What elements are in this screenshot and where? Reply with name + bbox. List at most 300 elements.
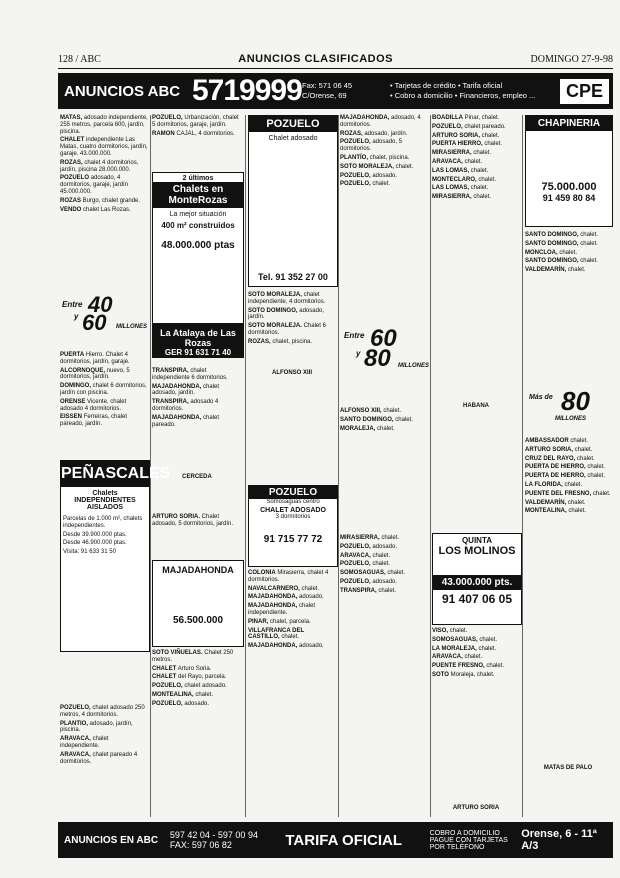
classified-listing	[525, 232, 611, 239]
classified-listing	[525, 258, 611, 265]
listing-title: MAJADAHONDA,	[248, 643, 298, 650]
listing-title: MATAS,	[60, 115, 83, 121]
classified-listing	[432, 672, 520, 679]
ad-title: Chalets en MonteRozas	[153, 182, 243, 208]
footer-phone[interactable]: 597 42 04 - 597 00 94	[169, 830, 258, 840]
badge-n1: 80	[561, 386, 590, 416]
listing-text: chalet.	[478, 645, 497, 652]
arturo-heading	[432, 805, 520, 815]
listing-title: CHALET	[152, 674, 177, 681]
listing-text: chalet.	[574, 446, 593, 453]
classified-listing	[432, 177, 520, 184]
ad-desc: CHALET ADOSADO	[260, 507, 326, 514]
banner-contact	[302, 81, 390, 101]
listing-title: ARAVACA,	[60, 736, 91, 743]
classified-listing	[152, 692, 242, 699]
listing-text: chalet.	[580, 240, 598, 247]
ad-title: CERCEDA	[182, 474, 212, 480]
ad-subtitle: Chalets INDEPENDIENTES AISLADOS	[74, 490, 136, 511]
classified-listing	[60, 115, 148, 135]
ad-price: 56.500.000	[172, 615, 224, 626]
ad-phone: 91 459 80 84	[542, 193, 596, 203]
listing-text: Ferreiras, chalet pareado, jardín.	[60, 414, 128, 428]
listing-text: Chalet 250 metros.	[152, 650, 234, 663]
ad-title: POZUELO	[249, 116, 337, 132]
listing-text: chalet adosado 250 metros, 4 dormitorios.	[60, 705, 145, 718]
classified-listing	[525, 456, 611, 463]
classified-listing	[432, 654, 520, 661]
classified-listing	[340, 544, 428, 551]
listing-title: SOTO	[432, 671, 449, 678]
listing-text: chalet Las Rozas.	[83, 206, 131, 213]
listing-title: ROZAS,	[248, 338, 271, 345]
listing-title: ARTURO SORIA,	[525, 446, 573, 453]
badge-unit: MILLONES	[555, 416, 586, 422]
chapineria-ad[interactable]	[525, 115, 613, 227]
listing-text: Desde 46.900.000 ptas.	[63, 540, 127, 547]
listing-title: PLANTÍO,	[340, 154, 368, 161]
top-banner	[58, 73, 613, 109]
listing-text: Arturo Soria.	[177, 665, 212, 672]
banner-phone[interactable]: 5719999	[192, 74, 302, 107]
listing-text: chalet.	[486, 663, 505, 670]
classified-listing	[60, 207, 148, 214]
classified-listing	[340, 181, 428, 188]
listing-title: MIRASIERRA,	[340, 535, 380, 541]
ad-title: ALFONSO XIII	[271, 370, 312, 376]
listing-title: SOMOSAGUAS,	[432, 636, 478, 643]
listing-text: adosado.	[372, 172, 398, 179]
listing-title: PUERTA DE HIERRO,	[525, 473, 586, 480]
classified-listing	[340, 173, 428, 180]
listing-title: MIRASIERRA,	[432, 150, 472, 157]
footer-cobro: COBRO A DOMICILIO PAGUE CON TARJETAS POR TELÉFONO	[429, 829, 508, 851]
listing-title: MONTEALINA,	[152, 691, 194, 698]
classified-listing	[432, 168, 520, 175]
classified-listing	[60, 368, 148, 382]
classified-listing	[525, 241, 611, 248]
listing-title: NAVALCARNERO,	[248, 585, 300, 592]
penascales-ad[interactable]	[60, 460, 171, 652]
listing-text: Visita: 91 633 31 50	[63, 549, 116, 556]
listing-text: Chalet 6 dormitorios.	[248, 323, 326, 336]
badge-y: y	[74, 312, 79, 321]
classified-listing	[525, 491, 611, 498]
classified-listing	[340, 553, 428, 560]
listing-text: chalet.	[449, 628, 468, 634]
listing-title: POZUELO,	[340, 578, 371, 585]
listing-text: chalet.	[372, 181, 391, 188]
classified-listing	[432, 628, 520, 635]
classified-listing	[60, 414, 148, 428]
classified-column	[248, 570, 336, 815]
listing-title: MAJADAHONDA,	[248, 594, 298, 601]
listing-text: chalet.	[570, 438, 589, 444]
listing-text: chalet.	[479, 636, 498, 643]
listing-text: chalet.	[372, 561, 391, 568]
listing-text: adosado, jardín.	[364, 130, 408, 137]
listing-title: PUENTE DEL FRESNO,	[525, 490, 592, 497]
classified-listing	[340, 588, 428, 595]
classified-listing	[152, 650, 242, 664]
listing-text: adosado.	[184, 700, 210, 707]
classified-column	[60, 705, 148, 815]
listing-text: Parcelas de 1.000 m², chalets independientes.	[63, 516, 143, 529]
listing-text: chalet.	[381, 535, 400, 541]
ad-size: 400 m² construidos	[161, 221, 235, 230]
listing-title: VISO,	[432, 628, 449, 634]
badge-entre: Entre	[344, 331, 365, 340]
classified-listing	[432, 663, 520, 670]
classified-listing	[525, 482, 611, 489]
listing-text: chalet.	[567, 267, 586, 274]
classified-listing	[60, 705, 148, 719]
classified-listing	[525, 464, 611, 471]
ad-title: La Atalaya de Las Rozas	[160, 328, 236, 348]
listing-text: chalet.	[195, 691, 214, 698]
classified-column	[340, 115, 428, 315]
listing-text: chalet.	[564, 481, 583, 488]
classified-listing	[152, 683, 242, 690]
listing-text: Mirasierra, chalet 4 dormitorios.	[248, 570, 329, 583]
listing-title: VENDO	[60, 206, 82, 213]
listing-text: adosado.	[372, 578, 398, 585]
majadahonda-ad[interactable]	[152, 560, 244, 647]
listing-title: AMBASSADOR	[525, 438, 569, 444]
listing-text: Chalet adosado, 5 dormitorios, jardín.	[152, 514, 234, 527]
classified-listing	[340, 561, 428, 568]
classified-listing	[152, 674, 242, 681]
classified-listing	[60, 160, 148, 174]
listing-text: Moraleja, chalet.	[450, 671, 495, 678]
listing-text: Hierro. Chalet 4 dormitorios, jardín, garaje.	[60, 352, 130, 365]
classified-listing	[152, 115, 242, 129]
listing-text: adosado independiente, 255 metros, parcela 600, jardín, piscina.	[60, 115, 148, 135]
classified-listing	[63, 549, 147, 556]
banner-services	[390, 81, 540, 101]
ad-body	[61, 514, 149, 560]
listing-title: TRANSPIRA,	[152, 399, 189, 406]
classified-listing	[340, 131, 428, 138]
listing-text: CAJAL, 4 dormitorios.	[176, 130, 235, 137]
badge-n1: 60	[370, 325, 397, 352]
listing-text: chalet.	[464, 158, 483, 165]
ad-title: MAJADAHONDA	[162, 565, 234, 575]
badge-unit: MILLONES	[398, 363, 429, 369]
classified-listing	[248, 308, 336, 322]
classified-listing	[340, 570, 428, 577]
classified-column	[525, 232, 611, 382]
listing-text: chalet pareado.	[464, 123, 506, 130]
listing-title: POZUELO,	[152, 683, 183, 690]
classified-column	[432, 628, 520, 803]
listing-title: POZUELO,	[152, 115, 183, 121]
classified-listing	[432, 115, 520, 122]
listing-title: LA MORALEJA,	[432, 645, 477, 652]
classified-listing	[432, 646, 520, 653]
listing-title: VALDEMARÍN,	[525, 499, 567, 506]
classified-listing	[340, 417, 428, 424]
section-title: ANUNCIOS CLASIFICADOS	[238, 53, 394, 65]
classified-listing	[340, 115, 428, 129]
ad-desc: Chalet adosado	[268, 135, 318, 142]
listing-title: SANTO DOMINGO,	[340, 416, 394, 423]
ad-title: LOS MOLINOS	[438, 545, 516, 557]
classified-column	[340, 408, 428, 528]
ad-phone: 91 715 77 72	[263, 534, 323, 545]
alfonso-heading	[248, 370, 336, 382]
classified-listing	[152, 399, 242, 413]
listing-title: TRANSPIRA,	[152, 368, 189, 374]
listing-title: ARTURO SORIA.	[152, 514, 200, 520]
listing-text: chalet.	[592, 490, 611, 497]
footer-brand: ANUNCIOS EN ABC	[64, 834, 159, 846]
ad-desc: La mejor situación	[169, 211, 227, 218]
listing-text: adosado, jardín, piscina.	[60, 720, 133, 734]
listing-title: CRUZ DEL RAYO,	[525, 455, 576, 462]
column-divider	[338, 115, 339, 817]
listing-text: chalet.	[577, 455, 595, 462]
classified-listing	[248, 339, 336, 346]
listing-title: ORENSE	[60, 398, 86, 405]
classified-listing	[432, 194, 520, 201]
page-number: 128 / ABC	[58, 53, 101, 65]
listing-title: ARAVACA,	[432, 654, 463, 661]
atalaya-ad[interactable]	[152, 324, 244, 358]
classified-listing	[340, 164, 428, 171]
listing-text: chalet.	[473, 150, 492, 157]
listing-title: SANTO DOMINGO,	[525, 258, 579, 265]
listing-text: chalet.	[568, 508, 587, 515]
ad-title: CHAPINERIA	[526, 116, 612, 131]
ad-title: HABANA	[463, 403, 489, 409]
classified-column	[152, 650, 242, 815]
listing-title: MORALEJA,	[340, 425, 376, 432]
listing-title: PUERTA DE HIERRO,	[525, 464, 586, 471]
classified-listing	[60, 752, 148, 766]
classified-column	[152, 368, 242, 468]
listing-title: EISSEN	[60, 414, 83, 421]
pozuelo-ad-1[interactable]	[248, 115, 338, 287]
listing-title: SOTO VIÑUELAS.	[152, 650, 203, 656]
listing-title: MONTEALINA,	[525, 508, 567, 515]
listing-title: COLONIA	[248, 570, 276, 576]
listing-text: Burgo, chalet grande.	[82, 197, 141, 204]
listing-title: POZUELO,	[60, 705, 91, 711]
listing-text: chalet.	[395, 163, 414, 170]
listing-title: MIRASIERRA,	[432, 194, 472, 201]
listing-text: chalet.	[580, 258, 598, 265]
banner-brand: ANUNCIOS ABC	[64, 82, 181, 100]
classified-listing	[525, 438, 611, 445]
listing-title: ALFONSO XIII,	[340, 408, 382, 414]
ad-sub: QUINTA	[461, 536, 493, 545]
listing-title: LAS LOMAS,	[432, 185, 469, 192]
listing-title: MAJADAHONDA,	[340, 115, 390, 121]
los-molinos-ad[interactable]	[432, 533, 522, 625]
listing-title: POZUELO,	[340, 181, 371, 188]
classified-listing	[525, 508, 611, 515]
badge-entre: Entre	[62, 300, 83, 309]
ad-sub: Somosaguas centro	[266, 499, 320, 505]
classified-listing	[340, 579, 428, 586]
matas-heading	[525, 765, 611, 775]
listing-title: PUENTE FRESNO,	[432, 663, 485, 670]
classified-listing	[60, 352, 148, 366]
listing-text: Desde 39.900.000 ptas.	[63, 531, 127, 538]
listing-text: chalet.	[281, 634, 300, 641]
listing-title: POZUELO,	[432, 123, 463, 130]
classified-listing	[340, 535, 428, 542]
listing-text: chalet.	[580, 232, 598, 238]
listing-title: CHALET	[152, 665, 177, 672]
listing-title: POZUELO	[60, 175, 90, 182]
banner-fax: Fax: 571 06 45	[302, 81, 353, 90]
listing-text: chalet pareado.	[152, 414, 220, 428]
ad-price: 75.000.000	[541, 181, 597, 193]
ad-phone: Tel. 91 352 27 00	[258, 272, 328, 282]
classified-listing	[152, 701, 242, 708]
listing-text: adosado 4 dormitorios.	[152, 399, 219, 412]
classified-column	[525, 438, 611, 758]
ad-title: PEÑASCALES	[61, 461, 149, 487]
badge-unit: MILLONES	[116, 324, 147, 330]
listing-text: chalet pareado 4 dormitorios.	[60, 751, 138, 765]
listing-text: adosado.	[372, 543, 398, 550]
listing-title: MONCLOA,	[525, 249, 558, 256]
classified-listing	[340, 155, 428, 162]
listing-text: chalet.	[378, 587, 397, 594]
listing-title: ARAVACA,	[60, 751, 91, 758]
classified-listing	[432, 159, 520, 166]
classified-listing	[340, 139, 428, 153]
listing-title: SOTO MORALEJA,	[340, 163, 394, 170]
badge-entre: Más de	[529, 394, 553, 401]
classified-listing	[340, 408, 428, 415]
classified-listing	[152, 666, 242, 673]
classified-listing	[248, 603, 336, 617]
column-divider	[522, 115, 523, 817]
listing-text: nuevo, 5 dormitorios, jardín.	[60, 367, 130, 381]
footer-contact	[170, 830, 286, 850]
listing-text: chalet independiente, 4 dormitorios.	[248, 292, 326, 305]
page-date: DOMINGO 27-9-98	[530, 53, 613, 65]
listing-title: TRANSPIRA,	[340, 587, 377, 594]
classified-listing	[432, 637, 520, 644]
classified-listing	[248, 570, 336, 584]
classified-column	[248, 292, 336, 367]
classified-listing	[152, 131, 242, 138]
listing-text: chalet.	[464, 654, 483, 661]
habana-heading	[432, 403, 520, 415]
ad-phone: 91 407 06 05	[441, 592, 513, 606]
classified-listing	[152, 514, 242, 528]
listing-title: SOMOSAGUAS,	[340, 570, 386, 577]
listing-text: chalet.	[559, 249, 578, 256]
listing-title: ALCORNOQUE,	[60, 367, 105, 374]
banner-service-line: • Cobro a domicilio • Financieros, empleo ...	[390, 91, 536, 100]
banner-address: C/Orense, 69	[302, 91, 347, 100]
price-badge-80	[525, 386, 611, 430]
classified-listing	[63, 516, 147, 530]
listing-text: chalet.	[395, 416, 413, 423]
listing-title: ARAVACA,	[340, 552, 371, 559]
listing-title: PLANTIO,	[60, 720, 88, 727]
listing-text: independiente Las Matas, cuatro dormitorios, jardín, garaje. 43.000.000.	[60, 137, 148, 157]
classified-listing	[340, 426, 428, 433]
listing-text: chalet adosado.	[184, 683, 227, 690]
listing-text: chalet.	[470, 185, 489, 192]
classified-column	[152, 115, 242, 170]
listing-title: SOTO DOMINGO,	[248, 307, 298, 314]
banner-service-line: • Tarjetas de crédito • Tarifa oficial	[390, 81, 503, 90]
classified-listing	[432, 150, 520, 157]
classified-listing	[248, 323, 336, 337]
listing-text: chalet independiente.	[60, 736, 109, 749]
footer-banner	[58, 822, 613, 858]
ad-top: 2 últimos	[182, 175, 214, 182]
listing-text: Urbanización, chalet 5 dormitorios, garaje, jardín.	[152, 115, 239, 128]
classified-listing	[60, 721, 148, 735]
listing-title: SANTO DOMINGO,	[525, 240, 579, 247]
ad-beds: 3 dormitorios	[275, 514, 311, 520]
listing-title: MAJADAHONDA,	[248, 603, 298, 610]
header-rule	[58, 68, 613, 69]
listing-title: POZUELO,	[340, 561, 371, 568]
price-badge-40-60	[60, 292, 148, 336]
ad-price: 43.000.000 pts.	[433, 575, 521, 590]
classified-column	[432, 115, 520, 395]
classified-listing	[60, 383, 148, 397]
classified-listing	[60, 137, 148, 157]
classified-column	[152, 514, 242, 554]
monterozas-ad[interactable]	[152, 172, 244, 324]
pozuelo-ad-2[interactable]	[248, 485, 338, 567]
classified-listing	[432, 141, 520, 148]
listing-text: chalet, piscina.	[369, 154, 410, 161]
classified-column	[340, 535, 428, 765]
listing-text: adosado, 5 dormitorios.	[340, 139, 403, 153]
footer-tarifa: TARIFA OFICIAL	[285, 831, 403, 849]
classified-listing	[432, 133, 520, 140]
column-divider	[430, 115, 431, 817]
ad-title: ARTURO SORIA	[452, 805, 500, 811]
listing-title: RAMON	[152, 130, 175, 137]
listing-title: BOADILLA	[432, 115, 463, 121]
listing-title: ROZAS	[60, 197, 81, 204]
listing-text: adosado, jardín.	[248, 307, 324, 321]
classified-listing	[60, 399, 148, 413]
classified-listing	[525, 267, 611, 274]
listing-text: chalet.	[484, 141, 503, 148]
listing-title: MAJADAHONDA,	[152, 383, 202, 390]
listing-title: ARAVACA,	[432, 158, 463, 165]
classified-listing	[152, 368, 242, 382]
listing-text: chalet.	[387, 570, 406, 577]
footer-address: Orense, 6 - 11ª A/3	[521, 828, 597, 852]
classified-listing	[248, 619, 336, 626]
listing-text: chalet adosado, jardín.	[152, 383, 220, 397]
classified-listing	[248, 586, 336, 593]
listing-title: SOTO MORALEJA,	[248, 292, 302, 298]
badge-y: y	[356, 349, 361, 358]
classified-listing	[432, 124, 520, 131]
classified-listing	[248, 643, 336, 650]
classified-listing	[63, 540, 147, 547]
listing-title: PUERTA HIERRO,	[432, 141, 483, 148]
listing-text: chalet, piscina.	[272, 338, 313, 345]
listing-title: SANTO DOMINGO,	[525, 232, 579, 238]
